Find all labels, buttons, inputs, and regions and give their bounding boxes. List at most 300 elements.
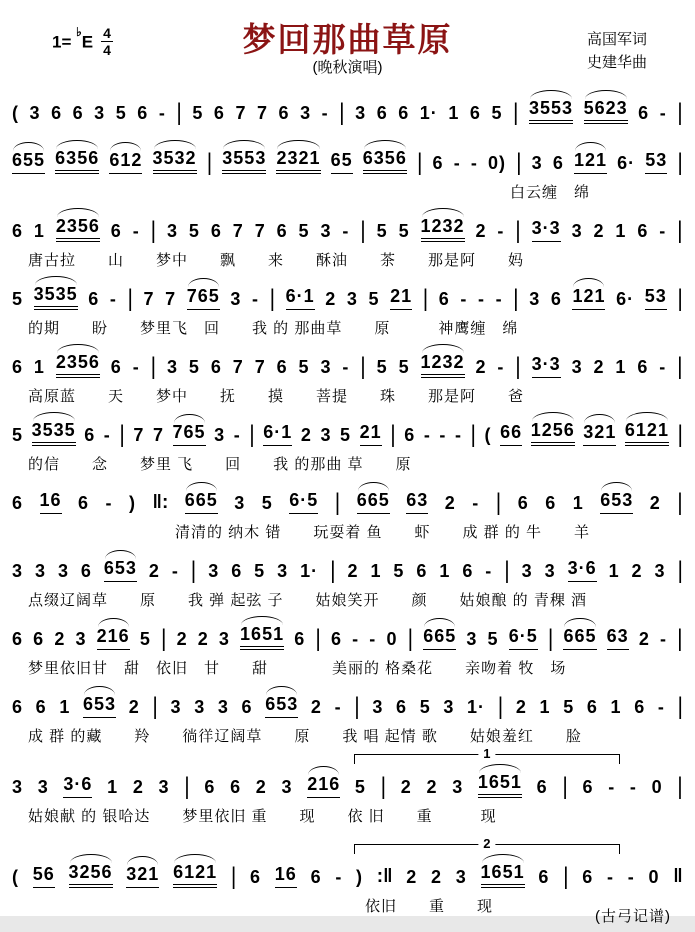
note-group: 5 — [393, 561, 405, 582]
song-title: 梦回那曲草原 — [242, 21, 453, 58]
note-group: 3 — [277, 561, 289, 582]
barline: | — [184, 773, 190, 800]
final-barline: ‖ — [673, 866, 683, 888]
music-symbol: - — [460, 289, 468, 310]
note-group: 5 — [298, 221, 310, 242]
note-group: 6 — [278, 103, 290, 124]
note-group: 6 — [536, 777, 548, 798]
note-group: 765 — [187, 287, 220, 310]
note-group: 6 — [230, 777, 242, 798]
note-group: 1651 — [478, 773, 522, 798]
music-symbol: - — [158, 103, 166, 124]
note-group: 3 — [355, 103, 367, 124]
note-group: 2 — [593, 221, 605, 242]
music-system — [10, 746, 685, 842]
note-group: 6 — [331, 629, 343, 650]
note-group: 6 — [310, 867, 322, 888]
note-group: 63 — [406, 491, 428, 514]
barline: | — [150, 217, 157, 244]
note-group: 5 — [398, 357, 410, 378]
note-group: 216 — [307, 775, 340, 798]
note-group: 6 — [637, 221, 649, 242]
note-group: 1· — [300, 561, 319, 582]
barline: | — [315, 625, 321, 652]
lyrics-line: 的信 念 梦里 飞 回 我 的那曲 草 原 — [28, 456, 412, 473]
note-group: 6 — [210, 357, 222, 378]
note-group: 6 — [538, 867, 550, 888]
note-group: 6 — [398, 103, 410, 124]
note-group: 7 — [235, 103, 247, 124]
music-symbol: - — [477, 289, 485, 310]
barline: | — [360, 353, 366, 380]
volta-bracket — [354, 836, 619, 854]
note-group: 6 — [35, 697, 47, 718]
note-group: 2 — [176, 629, 188, 650]
barline: | — [677, 625, 683, 652]
note-group: 1 — [33, 221, 45, 242]
note-group: 3 — [170, 697, 182, 718]
note-group: 3 — [218, 629, 230, 650]
note-group: 3 — [208, 561, 220, 582]
music-symbol: - — [497, 221, 505, 242]
music-system — [10, 684, 685, 752]
barline: | — [495, 489, 502, 516]
note-group: 1· — [467, 697, 486, 718]
barline: | — [416, 149, 423, 176]
note-group: 6 — [469, 103, 481, 124]
barline: | — [563, 863, 569, 890]
music-symbol: - — [132, 357, 140, 378]
note-group: 5 — [254, 561, 266, 582]
note-group: 3 — [346, 289, 358, 310]
note-group: 653 — [104, 559, 137, 582]
barline: | — [677, 353, 683, 380]
note-group: 7 — [254, 357, 266, 378]
note-group: 7 — [143, 289, 155, 310]
note-group: 6 — [250, 867, 262, 888]
music-system — [10, 208, 685, 276]
note-group: 6 — [404, 425, 416, 446]
barline: | — [512, 99, 519, 126]
barline: | — [152, 693, 158, 720]
note-group: 121 — [574, 151, 607, 174]
note-group: 612 — [109, 151, 142, 174]
barline: | — [354, 693, 360, 720]
note-group: 5 — [368, 289, 380, 310]
music-symbol: - — [369, 629, 377, 650]
music-symbol: - — [423, 425, 431, 446]
notation-line — [10, 764, 685, 798]
barline: | — [407, 625, 414, 652]
note-group: 3 — [320, 221, 332, 242]
note-group: 21 — [360, 423, 382, 446]
note-group: 6 — [376, 103, 388, 124]
note-group: 6 — [137, 103, 149, 124]
note-group: 2 — [444, 493, 456, 514]
note-group: 6· — [617, 153, 636, 174]
header — [0, 0, 695, 86]
barline: | — [330, 557, 336, 584]
note-group: 1256 — [531, 421, 575, 446]
music-symbol: - — [485, 561, 493, 582]
note-group: 5 — [376, 357, 388, 378]
notation-line — [10, 684, 685, 718]
music-symbol: - — [629, 777, 637, 798]
note-group: 53 — [645, 151, 667, 174]
note-group: 3 — [300, 103, 312, 124]
note-group: 2 — [347, 561, 359, 582]
music-symbol: - — [454, 425, 462, 446]
note-group: 66 — [500, 423, 522, 446]
note-group: 1 — [615, 357, 627, 378]
note-group: 63 — [607, 627, 629, 650]
note-group: 665 — [423, 627, 456, 650]
note-group: 5 — [192, 103, 204, 124]
composer-credit: 史建华曲 — [586, 54, 647, 72]
note-group: 3 — [167, 357, 179, 378]
note-group: 6 — [88, 289, 100, 310]
lyrics-line: 依旧 重 现 — [365, 898, 494, 915]
note-group: 5623 — [584, 99, 628, 124]
note-group: 3 — [12, 777, 24, 798]
note-group: 6 — [12, 493, 24, 514]
barline: | — [515, 353, 521, 380]
note-group: 6 — [276, 221, 288, 242]
barline: | — [150, 353, 157, 380]
note-group: 6 — [80, 561, 92, 582]
note-group: 3 — [372, 697, 384, 718]
note-group: 65 — [331, 151, 353, 174]
note-group: 5 — [340, 425, 352, 446]
music-system — [10, 412, 685, 480]
note-group: 3256 — [69, 863, 113, 888]
note-group: 2356 — [56, 217, 100, 242]
note-group: 16 — [275, 865, 297, 888]
note-group: 2 — [132, 777, 144, 798]
barline: | — [176, 99, 182, 126]
music-symbol: - — [105, 493, 113, 514]
note-group: 6 — [72, 103, 84, 124]
note-group: 321 — [126, 865, 159, 888]
music-symbol: - — [659, 357, 667, 378]
note-group: 2 — [431, 867, 443, 888]
note-group: 3 — [75, 629, 87, 650]
note-group: 5 — [139, 629, 151, 650]
note-group: 5 — [12, 289, 24, 310]
music-system — [10, 276, 685, 344]
note-group: 5 — [487, 629, 499, 650]
notation-line — [10, 480, 685, 514]
note-group: 0 — [651, 777, 663, 798]
note-group: 6 — [582, 777, 594, 798]
lyrics-line: 清清的 纳木 错 玩耍着 鱼 虾 成 群 的 牛 羊 — [175, 524, 591, 541]
notation-line — [10, 344, 685, 378]
note-group: 6· — [616, 289, 635, 310]
note-group: 6 — [634, 697, 646, 718]
music-symbol: - — [608, 777, 616, 798]
note-group: 16 — [40, 491, 62, 514]
note-group: 2 — [638, 629, 650, 650]
lyrics-line: 唐古拉 山 梦中 飘 来 酥油 茶 那是阿 妈 — [28, 252, 525, 269]
barline: | — [677, 489, 683, 516]
note-group: 3 — [57, 561, 69, 582]
time-numerator: 4 — [103, 25, 111, 41]
barline: | — [547, 625, 554, 652]
notation-line — [10, 548, 685, 582]
note-group: 2 — [426, 777, 438, 798]
notation-line — [10, 276, 685, 310]
music-system — [10, 836, 685, 932]
note-group: 6 — [33, 629, 45, 650]
note-group: 1 — [539, 697, 551, 718]
music-system — [10, 140, 685, 208]
note-group: 3 — [29, 103, 41, 124]
barline: | — [504, 557, 510, 584]
volta-bracket — [354, 746, 619, 764]
music-symbol: - — [607, 867, 615, 888]
note-group: 1 — [608, 561, 620, 582]
note-group: 1651 — [240, 625, 284, 650]
note-group: 6 — [552, 153, 564, 174]
note-group: 1 — [572, 493, 584, 514]
note-group: 3 — [320, 357, 332, 378]
note-group: 6121 — [625, 421, 669, 446]
note-group: 3 — [466, 629, 478, 650]
note-group: 1· — [419, 103, 438, 124]
notation-line — [10, 140, 685, 174]
note-group: 7 — [165, 289, 177, 310]
lyrics-line: 姑娘献 的 银哈达 梦里依旧 重 现 依 旧 重 现 — [28, 808, 497, 825]
music-symbol: ( — [12, 867, 19, 888]
note-group: 6 — [637, 357, 649, 378]
note-group: 7 — [152, 425, 164, 446]
note-group: 3 — [571, 221, 583, 242]
music-symbol: - — [659, 103, 667, 124]
barline: | — [206, 149, 213, 176]
key-signature: 1= ♭E — [52, 25, 94, 52]
note-group: 56 — [33, 865, 55, 888]
music-symbol: - — [627, 867, 635, 888]
note-group: 2 — [255, 777, 267, 798]
music-symbol: - — [335, 867, 343, 888]
note-group: 3 — [37, 777, 49, 798]
barline: | — [249, 421, 255, 448]
note-group: 5 — [419, 697, 431, 718]
note-group: 1 — [615, 221, 627, 242]
note-group: 3 — [230, 289, 242, 310]
barline: | — [677, 693, 683, 720]
note-group: 3532 — [153, 149, 197, 174]
note-group: 3 — [12, 561, 24, 582]
music-system — [10, 90, 685, 140]
note-group: 216 — [97, 627, 130, 650]
barline: | — [190, 557, 197, 584]
note-group: 1 — [59, 697, 71, 718]
note-group: 6 — [12, 357, 24, 378]
note-group: 6 — [545, 493, 557, 514]
barline: | — [470, 421, 476, 448]
note-group: 7 — [256, 103, 268, 124]
lyrics-line: 成 群 的藏 羚 徜徉辽阔草 原 我 唱 起情 歌 姑娘羞红 脸 — [28, 728, 582, 745]
lyrics-line: 的期 盼 梦里飞 回 我 的 那曲草 原 神鹰缠 绵 — [28, 320, 519, 337]
transcriber-note: (古弓记谱) — [595, 908, 671, 925]
lyrics-line: 高原蓝 天 梦中 抚 摸 菩提 珠 那是阿 爸 — [28, 388, 525, 405]
barline: | — [380, 773, 387, 800]
note-group: 3 — [320, 425, 332, 446]
barline: | — [513, 285, 519, 312]
note-group: 2 — [148, 561, 160, 582]
music-symbol: - — [132, 221, 140, 242]
note-group: 6 — [78, 493, 90, 514]
barline: | — [677, 773, 683, 800]
notation-line — [10, 208, 685, 242]
note-group: 3 — [455, 867, 467, 888]
note-group: 3 — [217, 697, 229, 718]
barline: | — [497, 693, 504, 720]
note-group: 6 — [396, 697, 408, 718]
note-group: 1 — [107, 777, 119, 798]
note-group: 6·5 — [289, 491, 318, 514]
music-system — [10, 344, 685, 412]
note-group: 6 — [638, 103, 650, 124]
repeat-end-sign: :‖ — [376, 866, 393, 888]
barline: | — [516, 149, 522, 176]
note-group: 321 — [583, 423, 616, 446]
note-group: 653 — [83, 695, 116, 718]
note-group: 2 — [310, 697, 322, 718]
volta-number: 1 — [478, 746, 495, 761]
barline: | — [360, 217, 366, 244]
note-group: 5 — [261, 493, 273, 514]
music-system — [10, 480, 685, 548]
note-group: 2 — [515, 697, 527, 718]
note-group: 3 — [544, 561, 556, 582]
note-group: 6 — [84, 425, 96, 446]
note-group: 3553 — [222, 149, 266, 174]
repeat-begin-sign: ‖: — [152, 492, 169, 514]
note-group: 3553 — [529, 99, 573, 124]
note-group: 5 — [354, 777, 366, 798]
barline: | — [677, 557, 683, 584]
note-group: 2 — [475, 357, 487, 378]
note-group: 3·6 — [63, 775, 92, 798]
note-group: 3 — [34, 561, 46, 582]
note-group: 1232 — [421, 217, 465, 242]
note-group: 3·3 — [532, 219, 561, 242]
barline: | — [269, 285, 276, 312]
note-group: 2 — [400, 777, 412, 798]
note-group: 6 — [204, 777, 216, 798]
notation-line — [10, 854, 685, 888]
note-group: 53 — [645, 287, 667, 310]
note-group: 0) — [487, 153, 506, 174]
note-group: 3 — [571, 357, 583, 378]
note-group: 7 — [232, 221, 244, 242]
note-group: 3·6 — [568, 559, 597, 582]
note-group: 121 — [572, 287, 605, 310]
note-group: 5 — [398, 221, 410, 242]
note-group: 6 — [231, 561, 243, 582]
music-symbol: - — [342, 221, 350, 242]
note-group: 1 — [439, 561, 451, 582]
music-symbol: - — [470, 153, 478, 174]
note-group: 6121 — [173, 863, 217, 888]
note-group: 2 — [593, 357, 605, 378]
music-symbol: - — [109, 289, 117, 310]
note-group: 3535 — [34, 285, 78, 310]
note-group: 5 — [188, 357, 200, 378]
note-group: 6 — [517, 493, 529, 514]
notation-line — [10, 90, 685, 124]
note-group: 6 — [294, 629, 306, 650]
barline: | — [334, 489, 341, 516]
note-group: 5 — [12, 425, 24, 446]
note-group: 6 — [213, 103, 225, 124]
note-group: 6 — [210, 221, 222, 242]
note-group: 2 — [649, 493, 661, 514]
barline: | — [677, 285, 683, 312]
note-group: 2 — [475, 221, 487, 242]
note-group: 1 — [33, 357, 45, 378]
note-group: 6 — [582, 867, 594, 888]
performer-subtitle: (晚秋演唱) — [312, 59, 383, 76]
music-symbol: ( — [12, 103, 19, 124]
barline: | — [677, 217, 683, 244]
note-group: 7 — [232, 357, 244, 378]
note-group: 3·3 — [532, 355, 561, 378]
note-group: 653 — [265, 695, 298, 718]
note-group: 5 — [491, 103, 503, 124]
note-group: 6356 — [55, 149, 99, 174]
music-symbol: - — [659, 221, 667, 242]
music-symbol: - — [495, 289, 503, 310]
barline: | — [422, 285, 429, 312]
note-group: 6·5 — [509, 627, 538, 650]
note-group: 665 — [185, 491, 218, 514]
note-group: 765 — [173, 423, 206, 446]
music-symbol: - — [453, 153, 461, 174]
music-symbol: ) — [356, 867, 364, 888]
note-group: 6 — [12, 629, 24, 650]
note-group: 6 — [432, 153, 444, 174]
note-group: 2 — [300, 425, 312, 446]
note-group: 6 — [241, 697, 253, 718]
note-group: 5 — [376, 221, 388, 242]
note-group: 1 — [610, 697, 622, 718]
note-group: 2321 — [276, 149, 320, 174]
note-group: 3 — [281, 777, 293, 798]
music-symbol: - — [251, 289, 259, 310]
barline: | — [160, 625, 167, 652]
note-group: 6·1 — [286, 287, 315, 310]
music-symbol: - — [334, 697, 342, 718]
note-group: 6 — [550, 289, 562, 310]
note-group: 6 — [51, 103, 63, 124]
music-symbol: - — [439, 425, 447, 446]
note-group: 5 — [115, 103, 127, 124]
note-group: 2 — [128, 697, 140, 718]
note-group: 653 — [600, 491, 633, 514]
note-group: 1232 — [421, 353, 465, 378]
barline: | — [677, 99, 683, 126]
note-group: 2 — [197, 629, 209, 650]
barline: | — [515, 217, 521, 244]
music-symbol: ) — [129, 493, 136, 514]
music-symbol: - — [659, 629, 667, 650]
lyrics-line: 梦里依旧甘 甜 依旧 甘 甜 美丽的 格桑花 亲吻着 牧 场 — [28, 660, 567, 677]
note-group: 2 — [631, 561, 643, 582]
music-symbol: - — [352, 629, 360, 650]
